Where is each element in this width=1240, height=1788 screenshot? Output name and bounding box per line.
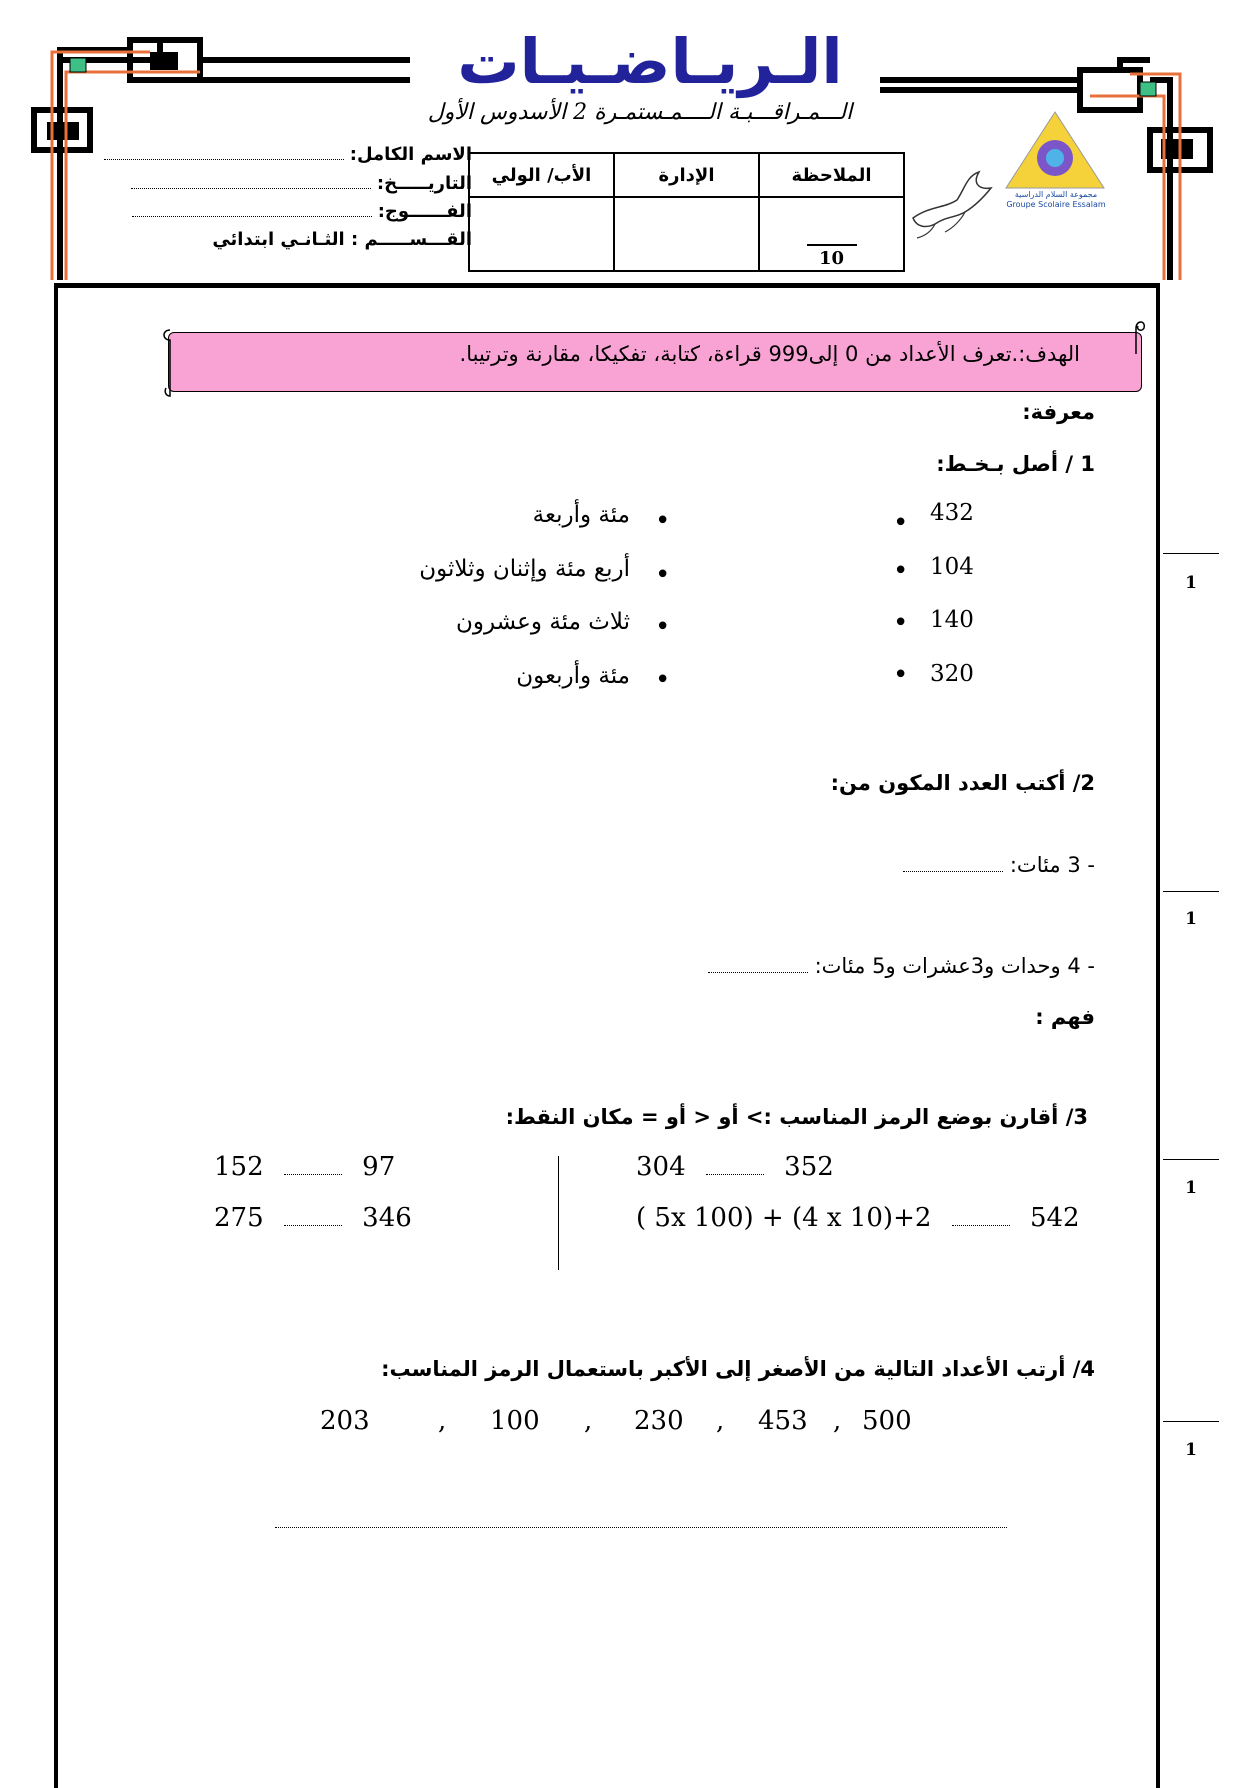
dove-icon [905,158,1000,248]
grade-table [468,152,905,272]
grade-header-remark: الملاحظة [759,153,904,197]
compare-blank[interactable] [284,1213,342,1226]
q1-number: 104 [930,554,974,580]
q2-title: 2/ أكتب العدد المكون من: [830,771,1095,795]
comma-separator: , [716,1406,725,1436]
q2-item-text: - 4 وحدات و3عشرات و5 مئات: [814,954,1095,978]
compare-blank[interactable] [284,1162,342,1175]
q1-title: 1 / أصل بـخـط: [936,452,1095,476]
score-divider [1163,891,1219,892]
q1-word: أربع مئة وإثنان وثلاثون [419,556,630,582]
match-dot[interactable]: • [655,665,671,695]
compare-left-value: ( 5x 100) + (4 x 10)+2 [636,1203,932,1233]
objective-text: الهدف:.تعرف الأعداد من 0 إلى999 قراءة، كتابة، تفكيكا، مقارنة وترتيبا. [459,342,1080,366]
sort-number: 100 [490,1406,540,1436]
sort-number: 230 [634,1406,684,1436]
q1-word: ثلاث مئة وعشرون [455,609,630,635]
compare-right-value: 352 [784,1152,834,1182]
margin-score: 1 [1185,1178,1197,1198]
comma-separator: , [438,1406,447,1436]
compare-right-value: 97 [362,1152,396,1182]
match-dot[interactable]: • [893,660,909,690]
field-full-name [104,144,472,165]
field-group [132,201,472,222]
section-knowledge: معرفة: [1022,400,1095,424]
sort-answer-blank[interactable] [275,1527,1007,1528]
field-label: الاسم الكامل: [349,144,472,165]
q1-word: مئة وأربعة [532,502,630,528]
answer-blank[interactable] [903,859,1003,872]
q1-number: 432 [930,500,974,526]
comma-separator: , [833,1406,842,1436]
score-divider [1163,553,1219,554]
compare-left-value: 304 [636,1152,686,1182]
match-dot[interactable]: • [893,608,909,638]
field-label: القـــســـــم : [351,229,472,250]
score-divider [1163,1421,1219,1422]
q1-word: مئة وأربعون [516,663,630,689]
compare-right-value: 346 [362,1203,412,1233]
score-denominator: 10 [807,244,857,269]
match-dot[interactable]: • [655,612,671,642]
grade-header-admin: الإدارة [614,153,759,197]
field-blank[interactable] [131,174,371,189]
column-divider [558,1156,559,1270]
match-dot[interactable]: • [655,560,671,590]
field-blank[interactable] [132,202,372,217]
margin-score: 1 [1185,573,1197,593]
compare-row [214,1152,395,1182]
q2-item [903,853,1095,877]
compare-left-value: 275 [214,1203,264,1233]
match-dot[interactable]: • [893,508,909,538]
compare-blank[interactable] [952,1213,1010,1226]
compare-right-value: 542 [1029,1203,1080,1233]
q2-item-text: - 3 مئات: [1009,853,1095,877]
q1-number: 140 [930,607,974,633]
compare-left-value: 152 [214,1152,264,1182]
school-logo-text: مجموعة السلام الدراسية Groupe Scolaire Essalam [1006,190,1106,209]
scroll-curl-icon [1128,318,1148,358]
answer-blank[interactable] [708,960,808,973]
margin-score: 1 [1185,909,1197,929]
comma-separator: , [584,1406,593,1436]
q3-title: 3/ أقارن بوضع الرمز المناسب :> أو < أو = مكان النقط: [505,1105,1088,1129]
sort-number: 453 [758,1406,808,1436]
compare-row [214,1203,412,1233]
field-date [131,173,472,194]
grade-score-cell[interactable] [759,197,904,271]
q2-item [708,954,1095,978]
grade-header-parent: الأب/ الولي [469,153,614,197]
page-subtitle: الـــمـراقـــبـة الــــمـستمـرة 2 الأسدوس الأول [427,100,853,125]
sort-number: 203 [320,1406,370,1436]
score-divider [1163,1159,1219,1160]
grade-parent-cell[interactable] [469,197,614,271]
margin-score: 1 [1185,1440,1197,1460]
q4-title: 4/ أرتب الأعداد التالية من الأصغر إلى الأكبر باستعمال الرمز المناسب: [381,1357,1095,1381]
field-class [212,229,472,250]
compare-row [636,1152,834,1182]
grade-admin-cell[interactable] [614,197,759,271]
section-understanding: فهم : [1035,1005,1095,1029]
field-label: التاريـــــخ: [376,173,472,194]
field-value: الثـانـي ابتدائي [212,229,345,250]
compare-blank[interactable] [706,1162,764,1175]
q1-number: 320 [930,661,974,687]
field-blank[interactable] [104,145,344,160]
page-title: الـريـاضـيـات [457,25,843,98]
match-dot[interactable]: • [655,506,671,536]
compare-row [636,1203,1080,1233]
scroll-curl-icon [160,326,180,400]
match-dot[interactable]: • [893,556,909,586]
field-label: الفــــــوج: [377,201,472,222]
sort-number: 500 [862,1406,912,1436]
